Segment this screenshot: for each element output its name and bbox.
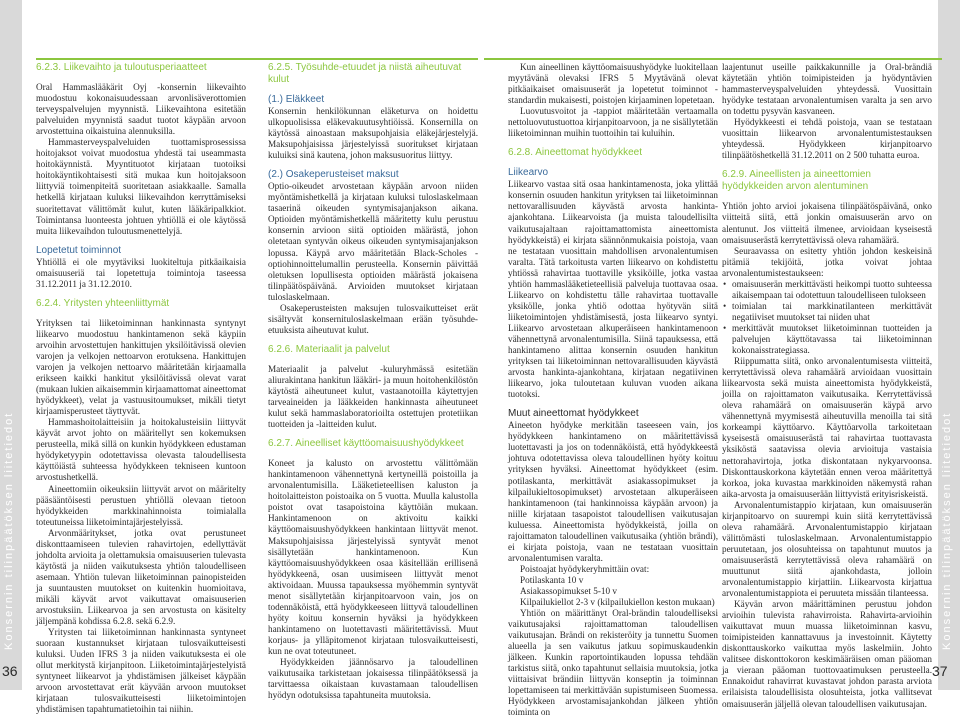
list-item: • merkittävät muutokset liiketoiminnan tuotteiden ja palvelujen käyttötavassa tai liiketoiminnan kokonaisstrategiassa. — [732, 323, 932, 356]
paragraph: Aineettomiin oikeuksiin liittyvät arvot on määritelty pääsääntöisesti perustuen yhtiöllä olevaan tietoon hyödykkeiden markkinahinnoista toimialalla toteutuneissa liiketoimintajärjestelyissä. — [36, 483, 246, 527]
right-margin-bar — [938, 0, 960, 690]
list-item: Kilpailukiellot 2-3 v (kilpailukiellon keston mukaan) — [520, 597, 715, 608]
paragraph: Kun aineellinen käyttöomaisuushyödyke luokitellaan myytävänä olevaksi IFRS 5 Myytävänä olevat pitkäaikaiset omaisuuserät ja lopetetut toiminnot -standardin mukaisesti, poistojen kirjaaminen lopetetaan. — [508, 62, 718, 106]
section-heading: 6.2.9. Aineellisten ja aineettomien hyödykkeiden arvon alentuminen — [722, 169, 871, 193]
sidebar-title-right: Konsernin tilinpäätöksen liitetiedot — [941, 411, 953, 650]
paragraph: Luovutusvoitot ja -tappiot määritetään vertaamalla nettoluovutustuottoa kirjanpitoarvoon, ja ne sisällytetään liiketoiminnan muihin tuottoihin tai kuluihin. — [508, 106, 718, 139]
section-heading: 6.2.8. Aineettomat hyödykkeet — [508, 147, 642, 159]
paragraph: Liikearvo vastaa sitä osaa hankintamenosta, joka ylittää konsernin osuuden hankitun yrityksen tai liiketoiminnan nettovarallisuuden käyvästä arvosta hankinta-ajankohtana. Liikearvoista (ja muista taloudellisilta vaikutusajaltaan rajoittamattomista aineettomista hyödykkeistä) ei kirjata säännönmukaisia poistoja, vaan ne testataan vuosittain mahdollisen arvonalentumisen varalta. Tätä tarkoitusta varten liikearvo on kohdistettu yhtiössä rahavirtaa tuottaville yksiköille, jotka vastaa yhtiön hammaslääketieteellisiä palveluja tuottavaa osaa. Liikearvo on kohdistettu tälle rahavirtaa tuottavalle yksikölle, jonka yhtiö odottaa hyötyvän siitä liiketoimintojen yhdistämisestä, josta liikearvo syntyi. Liikearvo arvostetaan alkuperäiseen hankintamenoon vähennettynä arvonalentumisilla. Siinä tapauksessa, että hankintameno alittaa konsernin osuuden hankitun yrityksen tai liiketoiminnan nettovarallisuuden käyvästä arvosta hankinta-ajankohtana, kirjataan negatiivinen liikearvo, joka tuloutetaan kuluvan vuoden aikana tuotoksi. — [508, 179, 718, 400]
paragraph: Arvonalentumistappio kirjataan, kun omaisuuserän kirjanpitoarvo on suurempi kuin siitä kerrytettävissä oleva rahamäärä. Arvonalentumistappio kirjataan välittömästi tuloslaskelmaan. Arvonalentumistappio peruutetaan, jos olosuhteissa on tapahtunut muutos ja omaisuuserästä kerrytettävissä oleva rahamäärä on muuttunut siitä ajankohdasta, jolloin arvonalentumistappio kirjattiin. Liikearvosta kirjattua arvonalentumistappiota ei peruuteta missään tilanteessa. — [722, 499, 932, 599]
text-column-4 — [722, 62, 932, 709]
paragraph: laajentunut useille paikkakunnille ja Oral-brändiä käytetään yhtiön toimipisteiden ja hyödyntävien hammasterveyspalveluiden yhteydessä. Vuosittain hyödyke testataan arvonalentumisen varalta ja sen arvo on todettu pysyvän kasvaneen. — [722, 62, 932, 117]
paragraph: Käyvän arvon määrittäminen perustuu johdon arvioihin tulevista rahavirroista. Rahavirta-arvioihin vaikuttavat muun muassa liiketoiminnan kasvu, toimipisteiden kannattavuus ja investoinnit. Käytetty diskonttauskorko vaikuttaa myös laskelmiin. Johto valitsee diskonttokoron keskimääräisen oman pääoman ja vieraan pääoman tuottovaatimuksen perusteella. Ennakoidut rahavirrat kuvastavat johdon parasta arviota erilaisista taloudellisista olosuhteista, jotka vallitsevat omaisuuserän jäljellä olevan taloudellisen vaikutusajan. — [722, 599, 932, 709]
paragraph: Yhtiön on määrittänyt Oral-brändin taloudelliseksi vaikutusajaksi rajoittamattoman taloudellisen vaikutusajan. Brändi on rekisteröity ja tunnettu Suomen alueella ja sen vaikutus jatkuu sopimuskaudenkin jälkeen. Kunkin raportointikauden lopussa tehdään tarkistus siitä, onko tapahtunut sellaisia muutoksia, jotka viittaisivat brändiin liittyvän konseptin ja toiminnan lopettamiseen tai merkittävään supistumiseen Suomessa. Hyödykkeen arvostamisajankohdan jälkeen yhtiön toiminta on — [508, 608, 718, 718]
paragraph: Optio-oikeudet arvostetaan käypään arvoon niiden myöntämishetkellä ja kirjataan kuluksi tuloslaskelmaan tasaerinä oikeuden syntymisajanjakson aikana. Optioiden myöntämishetkellä määritetty kulu perustuu konsernin arvioon siitä optioiden määrästä, johon oletetaan syntyvän oikeus oikeuden syntymisajanjakson lopussa. Käypä arvo määritetään Black-Scholes -optiohinnoittelumallin perusteella. Konsernin päivittää oletuksen lopullisesta optioiden määrästä jokaisena tilinpäätöspäivänä. Arvioiden muutokset kirjataan tuloslaskelmaan. — [268, 181, 478, 302]
paragraph: Yhtiön johto arvioi jokaisena tilinpäätöspäivänä, onko viitteitä siitä, että jonkin omaisuuserän arvo on alentunut. Jos viitteitä ilmenee, arvioidaan kyseisestä omaisuuserästä kerrytettävissä oleva rahamäärä. — [722, 201, 932, 245]
paragraph: Riippumatta siitä, onko arvonalentumisesta viitteitä, kerrytettävissä oleva rahamäärä arvioidaan vuosittain liikearvosta sekä muista aineettomista hyödykkeistä, joilla on rajoittamaton vaikutusaika. Kerrytettävissä oleva rahamäärä on omaisuuserän käypä arvo vähennettynä myymisestä aiheutuvilla menoilla tai sitä korkeampi käyttöarvo. Käyttöarvolla tarkoitetaan kyseisestä omaisuuserästä tai rahavirtaa tuottavasta yksiköstä saatavissa olevia arvioituja vastaisia nettorahavirtoja, jotka diskontataan nykyarvoonsa. Diskonttauskorkona käytetään ennen veroa määritettyä korkoa, joka kuvastaa markkinoiden näkemystä rahan aika-arvosta ja omaisuuserään liittyvistä erityisriskeistä. — [722, 356, 932, 499]
paragraph: Yrityksen tai liiketoiminnan hankinnasta syntynyt liikearvo muodostuu hankintamenon sekä käypiin arvoihin arvostettujen hankittujen yksilöitävissä olevien varojen ja velkojen nettoarvon erotuksena. Hankittujen varojen ja velkojen nettoarvo määritetään kirjaamalla erikseen kaikki hankitut yksilöitävissä olevat varat (mukaan lukien aikaisemmin kirjaamattomat aineettomat hyödykkeet), velat ja vastuusitoumukset, mikäli tietyt kirjaamisperusteet täyttyvät. — [36, 317, 246, 417]
left-margin-bar — [0, 0, 22, 690]
paragraph: Aineeton hyödyke merkitään taseeseen vain, jos hyödykkeen hankintameno on määritettävissä luotettavasti ja jos on todennäköistä, että hyödykkeestä johtuva odotettavissa oleva taloudellinen hyöty koituu yrityksen hyväksi. Aineettomat hyödykkeet (esim. potilaskanta, merkittävät asiakassopimukset ja kilpailukieltosopimukset) arvostetaan alkuperäiseen hankintamenoon (tai hankinnoissa käypään arvoon) ja niille kirjataan tasapoistot taloudellisen vaikutusajan kuluessa. Aineettomista hyödykkeistä, joilla on rajoittamaton taloudellinen vaikutusaika (yhtiön brändi), ei kirjata poistoja, vaan ne testataan vuosittain arvonalentumisen varalta. — [508, 420, 718, 563]
paragraph: Yritysten tai liiketoiminnan hankinnasta syntyneet suoraan kustannukset kirjataan tulosvaikutteisesti kuluksi. Uuden IFRS 3 ja niiden vaikutuksesta ei ole ollut merkitystä kirjanpitoon. Liiketoimintajärjestelyistä syntyneet liikearvot ja yhdistämisen jälkeiset käypään arvoon arvostettavat erät käyvään arvoon muutokset kirjataan tulosvaikutteisesti liiketoimintojen yhdistämisen tapahtumatietoihin tai niihin. — [36, 627, 246, 715]
section-heading: 6.2.4. Yritysten yhteenliittymät — [36, 297, 170, 309]
paragraph: Hammasterveyspalveluiden tuottamisprosessissa hoitojaksot voivat muodostua yhdestä tai useammasta hoitokäynnistä. Myyntituotot kirjataan tuotoiksi hoitokäyntikohtaisesti sitä mukaa kun hoitojaksoon liittyviä toimenpiteitä suoritetaan asiakkaalle. Samalla hetkellä kirjataan kuluksi liikevaihdon kerryttämiseksi suoritettavat välittömät kulut, kuten lääkäripalkkiot. Toimintansa luonteesta johtuen yhtiöllä ei ole käytössä muita liikevaihdon tuloutusmenettelyjä. — [36, 137, 246, 236]
header-rule-right — [484, 58, 942, 60]
subheading: Muut aineettomat hyödykkeet — [508, 408, 639, 420]
section-heading: 6.2.6. Materiaalit ja palvelut — [268, 343, 390, 355]
paragraph: Hyödykkeesti ei tehdä poistoja, vaan se testataan vuosittain liikearvon arvonalentumistestauksen yhteydessä. Hyödykkeen kirjanpitoarvo tilinpäätöshetkellä 31.12.2011 on 2 500 tuhatta euroa. — [722, 117, 932, 161]
section-heading: 6.2.5. Työsuhde-etuudet ja niistä aiheutuvat kulut — [268, 62, 462, 85]
subheading: Lopetetut toiminnot — [36, 244, 122, 256]
page-number-left: 36 — [2, 663, 18, 679]
paragraph: Hyödykkeiden jäännösarvo ja taloudellinen vaikutusaika tarkistetaan jokaisessa tilinpäätöksessä ja tarvittaessa oikaistaan kuvastamaan taloudellisen hyödyn odotuksissa tapahtuneita muutoksia. — [268, 657, 478, 701]
list-item: • omaisuuserän merkittävästi heikompi tuotto suhteessa aikaisempaan tai odotettuun taloudelliseen tulokseen — [732, 279, 932, 301]
paragraph: Seuraavassa on esitetty yhtiön johdon keskeisinä pitämiä tekijöitä, jotka voivat johtaa arvonalentumistestaukseen: — [722, 245, 932, 278]
paragraph: Oral Hammaslääkärit Oyj -konsernin liikevaihto muodostuu kokonaisuudessaan arvonlisäverottomien terveyspalvelujen myynnistä. Liikevaihtona esitetään palveluiden myynnistä saadut tuotot käypään arvoon arvostettuina oikaistuina alennuksilla. — [36, 82, 246, 137]
list-item: Asiakassopimukset 5-10 v — [520, 585, 617, 596]
page-number-right: 37 — [932, 663, 948, 679]
paragraph: Koneet ja kalusto on arvostettu välittömään hankintamenoon vähennettynä kertyneillä poistoilla ja arvonalentumisilla. Lääketieteellisen kaluston ja hoitolaitteiston poistoaika on 5 vuotta. Muulla kalustolla poistot ovat tasapoistoina käyttöiän mukaan. Hankintamenoon on aktivoitu kaikki käyttöomaisuushyödykkeen hankintaan liittyvät menot. Maksupohjaisissa järjestelyissä syntyvät menot sisällytetään hankintamenoon. Kun käyttöomaisuushyödykkeen osaa käsitellään erillisenä hyödykkeenä, osan uusimiseen liittyvät menot aktivoidaan. Muussa tapauksessa myöhemmin syntyvät menot sisällytetään kirjanpitoarvoon vain, jos on todennäköistä, että hyödykkeeseen liittyvä taloudellinen hyöty koituu konsernin hyväksi ja hyödykkeen hankintameno on luotettavasti määritettävissä. Muut korjaus- ja ylläpitomenot kirjataan tulosvaikutteisesti, kun ne ovat toteutuneet. — [268, 458, 478, 656]
bullet-list — [722, 279, 932, 356]
section-heading: 6.2.3. Liikevaihto ja tuloutusperiaatteet — [36, 62, 207, 73]
paragraph: Osakeperusteisten maksujen tulosvaikutteiset erät sisältyvät konsernituloslaskelmaan erään työsuhde-etuuksista aiheutuvat kulut. — [268, 302, 478, 335]
header-rule-left — [36, 58, 478, 60]
section-heading: 6.2.7. Aineelliset käyttöomaisuushyödykkeet — [268, 438, 464, 450]
sidebar-title-left: Konsernin tilinpäätöksen liitetiedot — [3, 411, 15, 650]
paragraph: Hammashoitolaitteisiin ja hoitokalusteisiin liittyvät käyvät arvot johto on määritellyt sen kokemuksen perusteella, mikä sillä on kunkin hyödykkeen edustaman hyödyketyypin odotettavissa olevasta taloudellisesta käyttöiästä suhteessa hyödykkeen tekniseen kuntoon arvostushetkellä. — [36, 417, 246, 483]
paragraph: Konsernin henkilökunnan eläketurva on hoidettu ulkopuolisissa eläkevakuutusyhtiöissä. Konsernilla on käytössä ainoastaan maksupohjaisia eläkejärjestelyjä. Maksupohjaisissa järjestelyissä suoritukset kirjataan kuluiksi sinä kautena, johon maksusuoritus liittyy. — [268, 106, 478, 161]
list-item: Potilaskanta 10 v — [520, 574, 584, 585]
paragraph: Arvonmääritykset, jotka ovat perustuneet diskonttaamiseen tulevien rahavirtojen, edellyttävät johdolta arvioita ja olettamuksia omaisuuserien tulevasta käytöstä ja niiden vaikutuksesta yhtiön taloudelliseen asemaan. Yhtiön tulevan liiketoiminnan painopisteiden ja suuntausten muutokset on kuitenkin huomioitava, mikäli käyvät arvot vaikuttavat omaisuuserien arvostuksiin. Liikearvoa ja sen arvostusta on käsitelty jäljempänä kohdissa 6.2.8. sekä 6.2.9. — [36, 527, 246, 627]
text-column-2 — [268, 62, 478, 701]
list-item: • toimialan tai markkinatilanteen merkittävät negatiiviset muutokset tai niiden uhat — [732, 301, 932, 323]
subheading: (2.) Osakeperusteiset maksut — [268, 169, 399, 181]
subheading: (1.) Eläkkeet — [268, 94, 325, 105]
paragraph: Yhtiöllä ei ole myytäviksi luokiteltuja pitkäaikaisia omaisuuseriä tai lopetettuja toimintoja taseessa 31.12.2011 ja 31.12.2010. — [36, 256, 246, 289]
paragraph: Poistoajat hyödykeryhmittäin ovat: — [520, 563, 650, 574]
text-column-1 — [36, 62, 246, 715]
paragraph: Materiaalit ja palvelut -kuluryhmässä esitetään aliurakintana hankitun lääkäri- ja muun hoitohenkilöstön käytöstä aiheutuneet kulut, vastaanotoilla käytettyjen tarveaineiden ja lääkkeiden hankinnasta aiheutuneet kulut sekä hammaslaboratorioilta ostettujen protetiikan tuotteiden ja -laitteiden kulut. — [268, 363, 478, 430]
text-column-3 — [508, 62, 718, 718]
subheading: Liikearvo — [508, 167, 549, 179]
